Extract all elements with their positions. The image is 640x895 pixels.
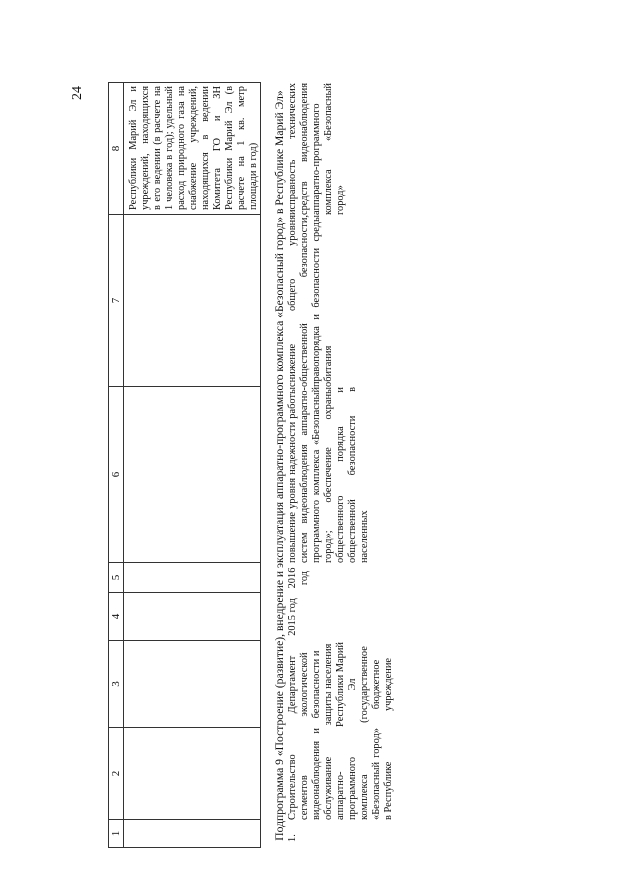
rotated-landscape-content: [108, 83, 528, 848]
empty-cell: [124, 563, 261, 593]
end-year: 2016 год: [287, 567, 310, 589]
column-header-1: 1: [109, 820, 124, 848]
table-row: [287, 83, 395, 848]
empty-cell: [124, 641, 261, 728]
continued-row: [124, 83, 261, 848]
responsible-executor: Департамент экологической безопасности и защиты населения Республики Марий Эл (государственное бюджетное учреждение: [287, 642, 394, 727]
indicator-link: исправность технических средств видеонаблюдения аппаратно-программного комплекса «Безопасный город»: [287, 83, 346, 215]
empty-cell: [124, 387, 261, 563]
continued-indicator-text: Республики Марий Эл и учреждений, находящихся в его ведении (в расчете на 1 человека в год); удельный расход природного газа на снабжение учреждений, находящихся в ведении Комитета ГО и ЗН Республики Марий Эл (в расчете на 1 кв. метр площади в год): [124, 83, 261, 215]
measure-name: Строительство сегментов видеонаблюдения и обслуживание аппаратно-программного комплекса «Безопасный город» в Республике: [287, 728, 394, 820]
empty-cell: [124, 728, 261, 820]
column-header-2: 2: [109, 728, 124, 820]
column-number-row: [109, 83, 124, 848]
non-implementation-consequence: снижение общего уровня общественной безопасности, правопорядка и безопасности среды обитания: [287, 215, 334, 387]
column-header-7: 7: [109, 215, 124, 387]
column-header-6: 6: [109, 387, 124, 563]
subprogram-table: [287, 83, 395, 848]
empty-cell: [124, 215, 261, 387]
empty-cell: [124, 593, 261, 641]
column-header-5: 5: [109, 563, 124, 593]
empty-cell: [124, 820, 261, 848]
start-year: 2015 год: [287, 598, 298, 636]
column-header-8: 8: [109, 83, 124, 215]
program-table: [108, 82, 261, 848]
page-number: 24: [70, 86, 85, 100]
expected-result: повышение уровня надежности работы систем видеонаблюдения аппаратно-программного комплекса «Безопасный город»; обеспечение охраны общественного порядка и общественной безопасности в населенных: [287, 387, 370, 563]
column-header-3: 3: [109, 641, 124, 728]
column-header-4: 4: [109, 593, 124, 641]
subprogram-title: Подпрограмма 9 «Построение (развитие), внедрение и эксплуатация аппаратно-программного комплекса «Безопасный город» в Республике Марий Эл»: [273, 90, 286, 841]
row-number: 1.: [287, 834, 298, 842]
